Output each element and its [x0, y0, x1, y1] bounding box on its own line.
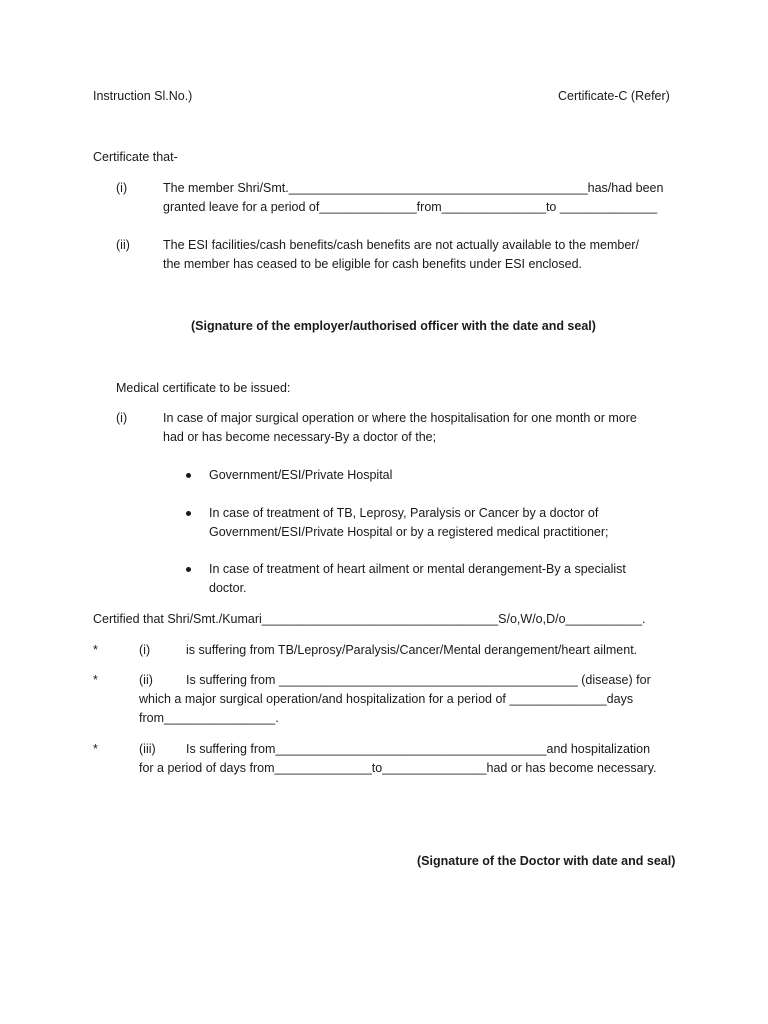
item-text-line: from________________. — [139, 711, 279, 725]
item-number: (i) — [139, 643, 151, 657]
certified-line: Certified that Shri/Smt./Kumari__________________________________S/o,W/o,D/o___________. — [93, 612, 646, 626]
bullet-text-line: doctor. — [209, 581, 247, 595]
item-text-line: Is suffering from_______________________________________and hospitalization — [186, 742, 651, 756]
item-text-line: granted leave for a period of______________from_______________to ______________ — [163, 200, 658, 214]
item-text-line: The ESI facilities/cash benefits/cash benefits are not actually available to the member/ — [163, 238, 639, 252]
bullet-icon — [186, 473, 191, 478]
asterisk-mark: * — [93, 673, 98, 687]
item-text-line: is suffering from TB/Leprosy/Paralysis/Cancer/Mental derangement/heart ailment. — [186, 643, 638, 657]
bullet-text-line: Government/ESI/Private Hospital — [209, 468, 393, 482]
item-number: (i) — [116, 411, 128, 425]
item-text-line: Is suffering from ___________________________________________ (disease) for — [186, 673, 651, 687]
item-text-line: The member Shri/Smt.___________________________________________has/had been — [163, 181, 664, 195]
bullet-icon — [186, 511, 191, 516]
item-number: (ii) — [139, 673, 153, 687]
bullet-text-line: In case of treatment of TB, Leprosy, Paralysis or Cancer by a doctor of — [209, 506, 599, 520]
certificate-reference-label: Certificate-C (Refer) — [558, 89, 670, 103]
item-text-line: the member has ceased to be eligible for cash benefits under ESI enclosed. — [163, 257, 583, 271]
item-number: (i) — [116, 181, 128, 195]
bullet-icon — [186, 567, 191, 572]
item-text-line: In case of major surgical operation or where the hospitalisation for one month or more — [163, 411, 637, 425]
employer-signature-line: (Signature of the employer/authorised officer with the date and seal) — [191, 319, 596, 333]
doctor-signature-line: (Signature of the Doctor with date and seal) — [417, 854, 676, 868]
bullet-text-line: Government/ESI/Private Hospital or by a registered medical practitioner; — [209, 525, 609, 539]
certificate-intro: Certificate that- — [93, 150, 178, 164]
item-text-line: for a period of days from______________to_______________had or has become necessary. — [139, 761, 657, 775]
asterisk-mark: * — [93, 742, 98, 756]
instruction-serial-label: Instruction Sl.No.) — [93, 89, 193, 103]
item-text-line: had or has become necessary-By a doctor of the; — [163, 430, 437, 444]
medical-intro: Medical certificate to be issued: — [116, 381, 291, 395]
asterisk-mark: * — [93, 643, 98, 657]
bullet-text-line: In case of treatment of heart ailment or mental derangement-By a specialist — [209, 562, 626, 576]
item-text-line: which a major surgical operation/and hospitalization for a period of ______________days — [139, 692, 634, 706]
item-number: (ii) — [116, 238, 130, 252]
item-number: (iii) — [139, 742, 156, 756]
